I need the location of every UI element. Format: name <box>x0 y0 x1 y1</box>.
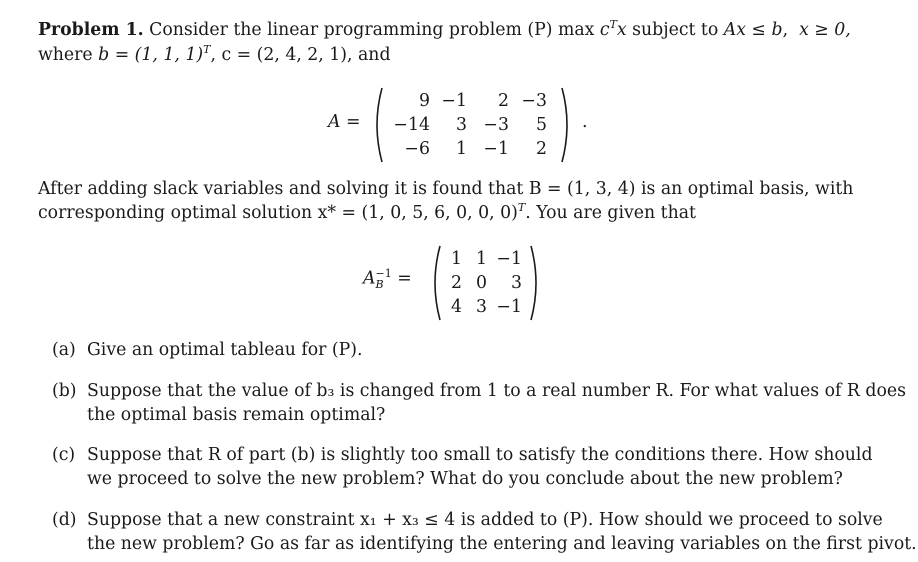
part-d-label: (d) <box>52 510 77 530</box>
matrix-binv-cell: 1 <box>476 249 487 269</box>
comma: , <box>782 20 789 40</box>
part-a-label: (a) <box>52 340 76 360</box>
matrix-binv-cell: 4 <box>451 297 462 317</box>
subject-to-text: subject to <box>632 20 719 40</box>
left-paren-icon <box>370 86 384 164</box>
objective-transpose: T <box>609 18 617 32</box>
solution-transpose: T <box>517 201 526 215</box>
basis-text-2b: . You are given that <box>525 203 696 223</box>
objective-vector: c <box>599 20 610 40</box>
where-text: where <box>38 45 93 65</box>
matrix-binv-grid <box>444 247 522 319</box>
matrix-a-display <box>0 86 918 164</box>
part-b-label: (b) <box>52 381 77 401</box>
problem-statement-line-2 <box>38 44 391 66</box>
part-a-line-1: Give an optimal tableau for (P). <box>87 340 363 360</box>
right-paren-icon <box>529 244 543 322</box>
matrix-a-cell: 2 <box>536 139 547 159</box>
binv-sup: −1 <box>375 267 392 280</box>
matrix-a-cell: 5 <box>536 115 547 135</box>
part-c-label: (c) <box>52 445 76 465</box>
matrix-binv-cell: 1 <box>451 249 462 269</box>
constraint-lhs: Ax <box>723 20 747 40</box>
part-b-line-2: the optimal basis remain optimal? <box>87 405 386 425</box>
binv-eq: = <box>397 268 412 289</box>
matrix-a-cell: −14 <box>393 115 430 135</box>
constraint-rhs: b <box>771 20 783 40</box>
matrix-binv-cell: 3 <box>511 273 522 293</box>
matrix-a-cell: −3 <box>521 91 547 111</box>
part-c-line-1: Suppose that R of part (b) is slightly too small to satisfy the conditions there. How should <box>87 445 873 465</box>
matrix-a-cell: 1 <box>456 139 467 159</box>
problem-heading: Problem 1. <box>38 20 144 40</box>
matrix-a-cell: −1 <box>483 139 509 159</box>
b-transpose: T <box>203 43 211 57</box>
left-paren-icon <box>428 244 442 322</box>
matrix-binv-cell: −1 <box>496 297 522 317</box>
binv-sub: B <box>375 278 384 291</box>
matrix-a-label: A = <box>328 112 361 132</box>
matrix-a-cell: −3 <box>483 115 509 135</box>
basis-line-1 <box>38 178 853 200</box>
le-symbol: ≤ <box>751 20 767 40</box>
right-paren-icon <box>560 86 574 164</box>
matrix-a-cell: 3 <box>456 115 467 135</box>
matrix-a-period: . <box>582 112 588 132</box>
objective-variable: x <box>616 20 627 40</box>
part-d-line-1: Suppose that a new constraint x₁ + x₃ ≤ 4 is added to (P). How should we proceed to solve <box>87 510 883 530</box>
binv-main: A <box>363 268 376 289</box>
matrix-binv-cell: −1 <box>496 249 522 269</box>
part-b-line-1: Suppose that the value of b₃ is changed from 1 to a real number R. For what values of R does <box>87 381 906 401</box>
matrix-a-cell: −1 <box>441 91 467 111</box>
matrix-a-cell: 2 <box>498 91 509 111</box>
matrix-binv-cell: 2 <box>451 273 462 293</box>
part-c-line-2: we proceed to solve the new problem? What do you conclude about the new problem? <box>87 469 843 489</box>
matrix-a-cell: −6 <box>404 139 430 159</box>
nonnegativity: x ≥ 0, <box>799 20 851 40</box>
b-definition: b = (1, 1, 1) <box>98 45 204 65</box>
matrix-binv-cell: 0 <box>476 273 487 293</box>
problem-statement-line-1 <box>38 19 851 41</box>
basis-text-2a: corresponding optimal solution x* = (1, 0, 5, 6, 0, 0, 0) <box>38 203 518 223</box>
basis-text-1: After adding slack variables and solving it is found that B = (1, 3, 4) is an optimal basis, with <box>38 179 854 199</box>
matrix-a-grid <box>390 89 547 161</box>
matrix-binv-label <box>363 268 412 290</box>
matrix-binv-cell: 3 <box>476 297 487 317</box>
matrix-binv-display <box>0 244 918 322</box>
c-definition: , c = (2, 4, 2, 1), and <box>210 45 391 65</box>
part-d-line-2: the new problem? Go as far as identifying the entering and leaving variables on the first pivot. <box>87 534 917 554</box>
intro-text: Consider the linear programming problem (P) max <box>149 20 595 40</box>
basis-line-2 <box>38 202 696 224</box>
matrix-a-cell: 9 <box>419 91 430 111</box>
